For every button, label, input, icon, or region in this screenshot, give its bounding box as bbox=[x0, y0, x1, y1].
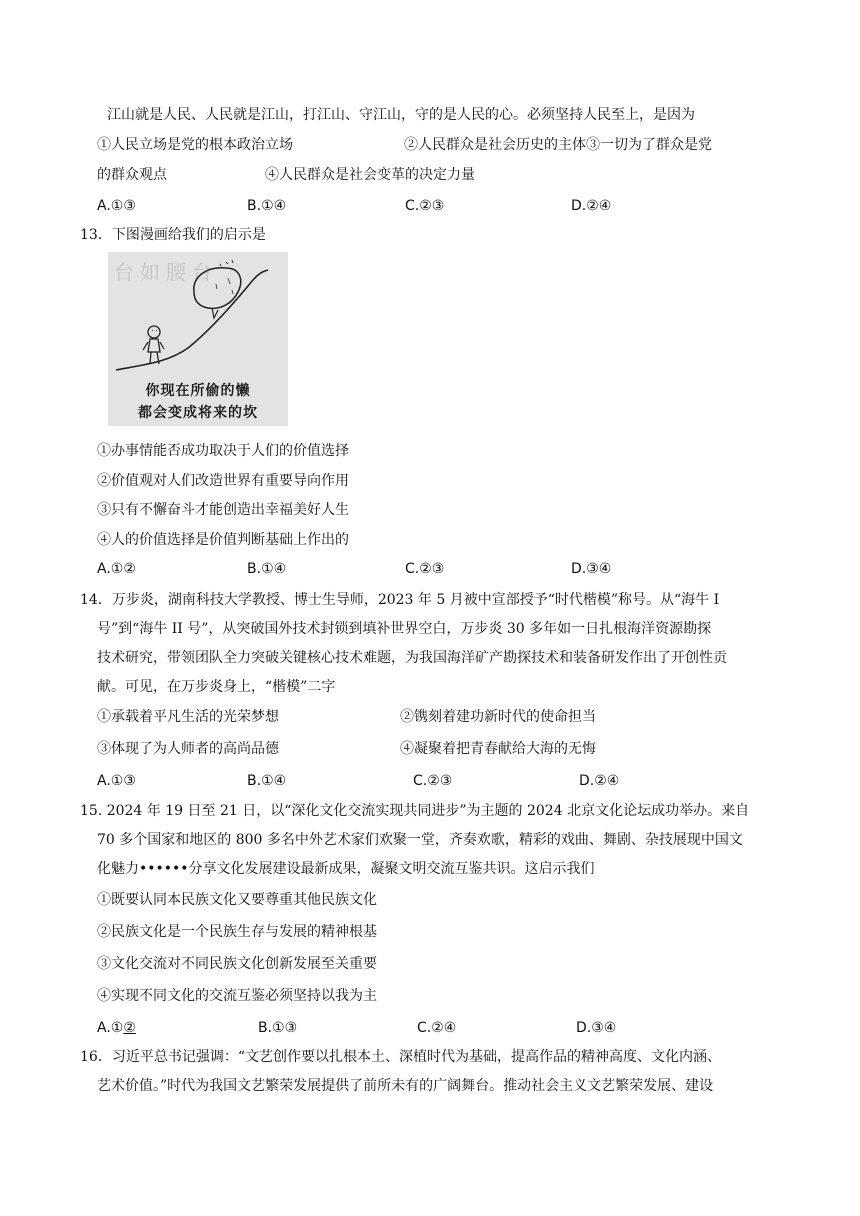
q14-statement-2: ②镌刻着建功新时代的使命担当 bbox=[400, 709, 596, 725]
q14-stem-line-1: 14．万步炎，湖南科技大学教授、博士生导师，2023 年 5 月被中宣部授予“时代楷模”称号。从“海牛 I bbox=[80, 592, 720, 608]
q12-statement-4: ④人民群众是社会变革的决定力量 bbox=[265, 167, 475, 183]
q13-stem: 13．下图漫画给我们的启示是 bbox=[80, 227, 266, 243]
q13-statement-4: ④人的价值选择是价值判断基础上作出的 bbox=[97, 532, 349, 548]
q12-option-b: B.①④ bbox=[247, 198, 287, 214]
q16-stem-line-2: 艺术价值。”时代为我国文艺繁荣发展提供了前所未有的广阔舞台。推动社会主义文艺繁荣发展、建设 bbox=[97, 1078, 714, 1094]
q14-statement-3: ③体现了为人师者的高尚品德 bbox=[97, 741, 279, 757]
q15-stem-line-2: 70 多个国家和地区的 800 多名中外艺术家们欢聚一堂，齐奏欢歌，精彩的戏曲、舞剧、杂技展现中国文 bbox=[97, 832, 743, 848]
q14-stem-line-2: 号”到“海牛 II 号”，从突破国外技术封锁到填补世界空白，万步炎 30 多年如一日扎根海洋资源勘探 bbox=[97, 621, 712, 637]
q12-option-c: C.②③ bbox=[405, 198, 445, 214]
q14-stem-line-4: 献。可见，在万步炎身上，“楷模”二字 bbox=[97, 679, 336, 695]
q14-statement-4: ④凝聚着把青春献给大海的无悔 bbox=[400, 741, 596, 757]
q16-stem-line-1: 16．习近平总书记强调：“文艺创作要以扎根本土、深植时代为基础，提高作品的精神高度、文化内涵、 bbox=[80, 1049, 721, 1065]
cartoon-image bbox=[108, 252, 288, 426]
q15-option-d: D.③④ bbox=[576, 1020, 617, 1036]
cartoon-faint-text: 台如腰台 bbox=[114, 260, 218, 284]
q12-statement-1: ①人民立场是党的根本政治立场 bbox=[97, 137, 293, 153]
q12-statement-2-3: ②人民群众是社会历史的主体③一切为了群众是党 bbox=[404, 137, 712, 153]
q15-statement-2: ②民族文化是一个民族生存与发展的精神根基 bbox=[97, 924, 377, 940]
q15-stem-line-3: 化魅力••••••分享文化发展建设最新成果，凝聚文明交流互鉴共识。这启示我们 bbox=[97, 861, 595, 877]
q13-option-b: B.①④ bbox=[247, 561, 287, 577]
q13-option-a: A.①② bbox=[97, 561, 136, 577]
q14-option-a: A.①③ bbox=[97, 773, 136, 789]
q13-option-c: C.②③ bbox=[405, 561, 445, 577]
q14-option-c: C.②③ bbox=[413, 773, 453, 789]
cartoon-caption-line-2: 都会变成将来的坎 bbox=[138, 405, 258, 421]
q14-stem-line-3: 技术研究，带领团队全力突破关键核心技术难题，为我国海洋矿产勘探技术和装备研发作出了开创性贡 bbox=[97, 650, 727, 666]
cartoon-caption-line-1: 你现在所偷的懒 bbox=[145, 383, 251, 399]
q13-statement-2: ②价值观对人们改造世界有重要导向作用 bbox=[97, 473, 349, 489]
q15-option-a: A.①② bbox=[97, 1020, 136, 1036]
q13-statement-1: ①办事情能否成功取决于人们的价值选择 bbox=[97, 443, 349, 459]
q15-statement-4: ④实现不同文化的交流互鉴必须坚持以我为主 bbox=[97, 988, 377, 1004]
q15-stem-line-1: 15. 2024 年 19 日至 21 日，以“深化文化交流实现共同进步”为主题的 2024 北京文化论坛成功举办。来自 bbox=[80, 803, 750, 819]
q12-option-d: D.②④ bbox=[571, 198, 612, 214]
q12-option-a: A.①③ bbox=[97, 198, 136, 214]
q15-option-b: B.①③ bbox=[258, 1020, 298, 1036]
q13-option-d: D.③④ bbox=[571, 561, 612, 577]
q15-statement-3: ③文化交流对不同民族文化创新发展至关重要 bbox=[97, 956, 377, 972]
q14-statement-1: ①承载着平凡生活的光荣梦想 bbox=[97, 709, 279, 725]
q12-statement-3-end: 的群众观点 bbox=[97, 167, 167, 183]
q14-option-b: B.①④ bbox=[247, 773, 287, 789]
q15-statement-1: ①既要认同本民族文化又要尊重其他民族文化 bbox=[97, 892, 377, 908]
q13-statement-3: ③只有不懈奋斗才能创造出幸福美好人生 bbox=[97, 502, 349, 518]
q12-stem: 江山就是人民、人民就是江山，打江山、守江山，守的是人民的心。必须坚持人民至上，是因为 bbox=[107, 107, 695, 123]
q15-option-c: C.②④ bbox=[417, 1020, 457, 1036]
q14-option-d: D.②④ bbox=[579, 773, 620, 789]
